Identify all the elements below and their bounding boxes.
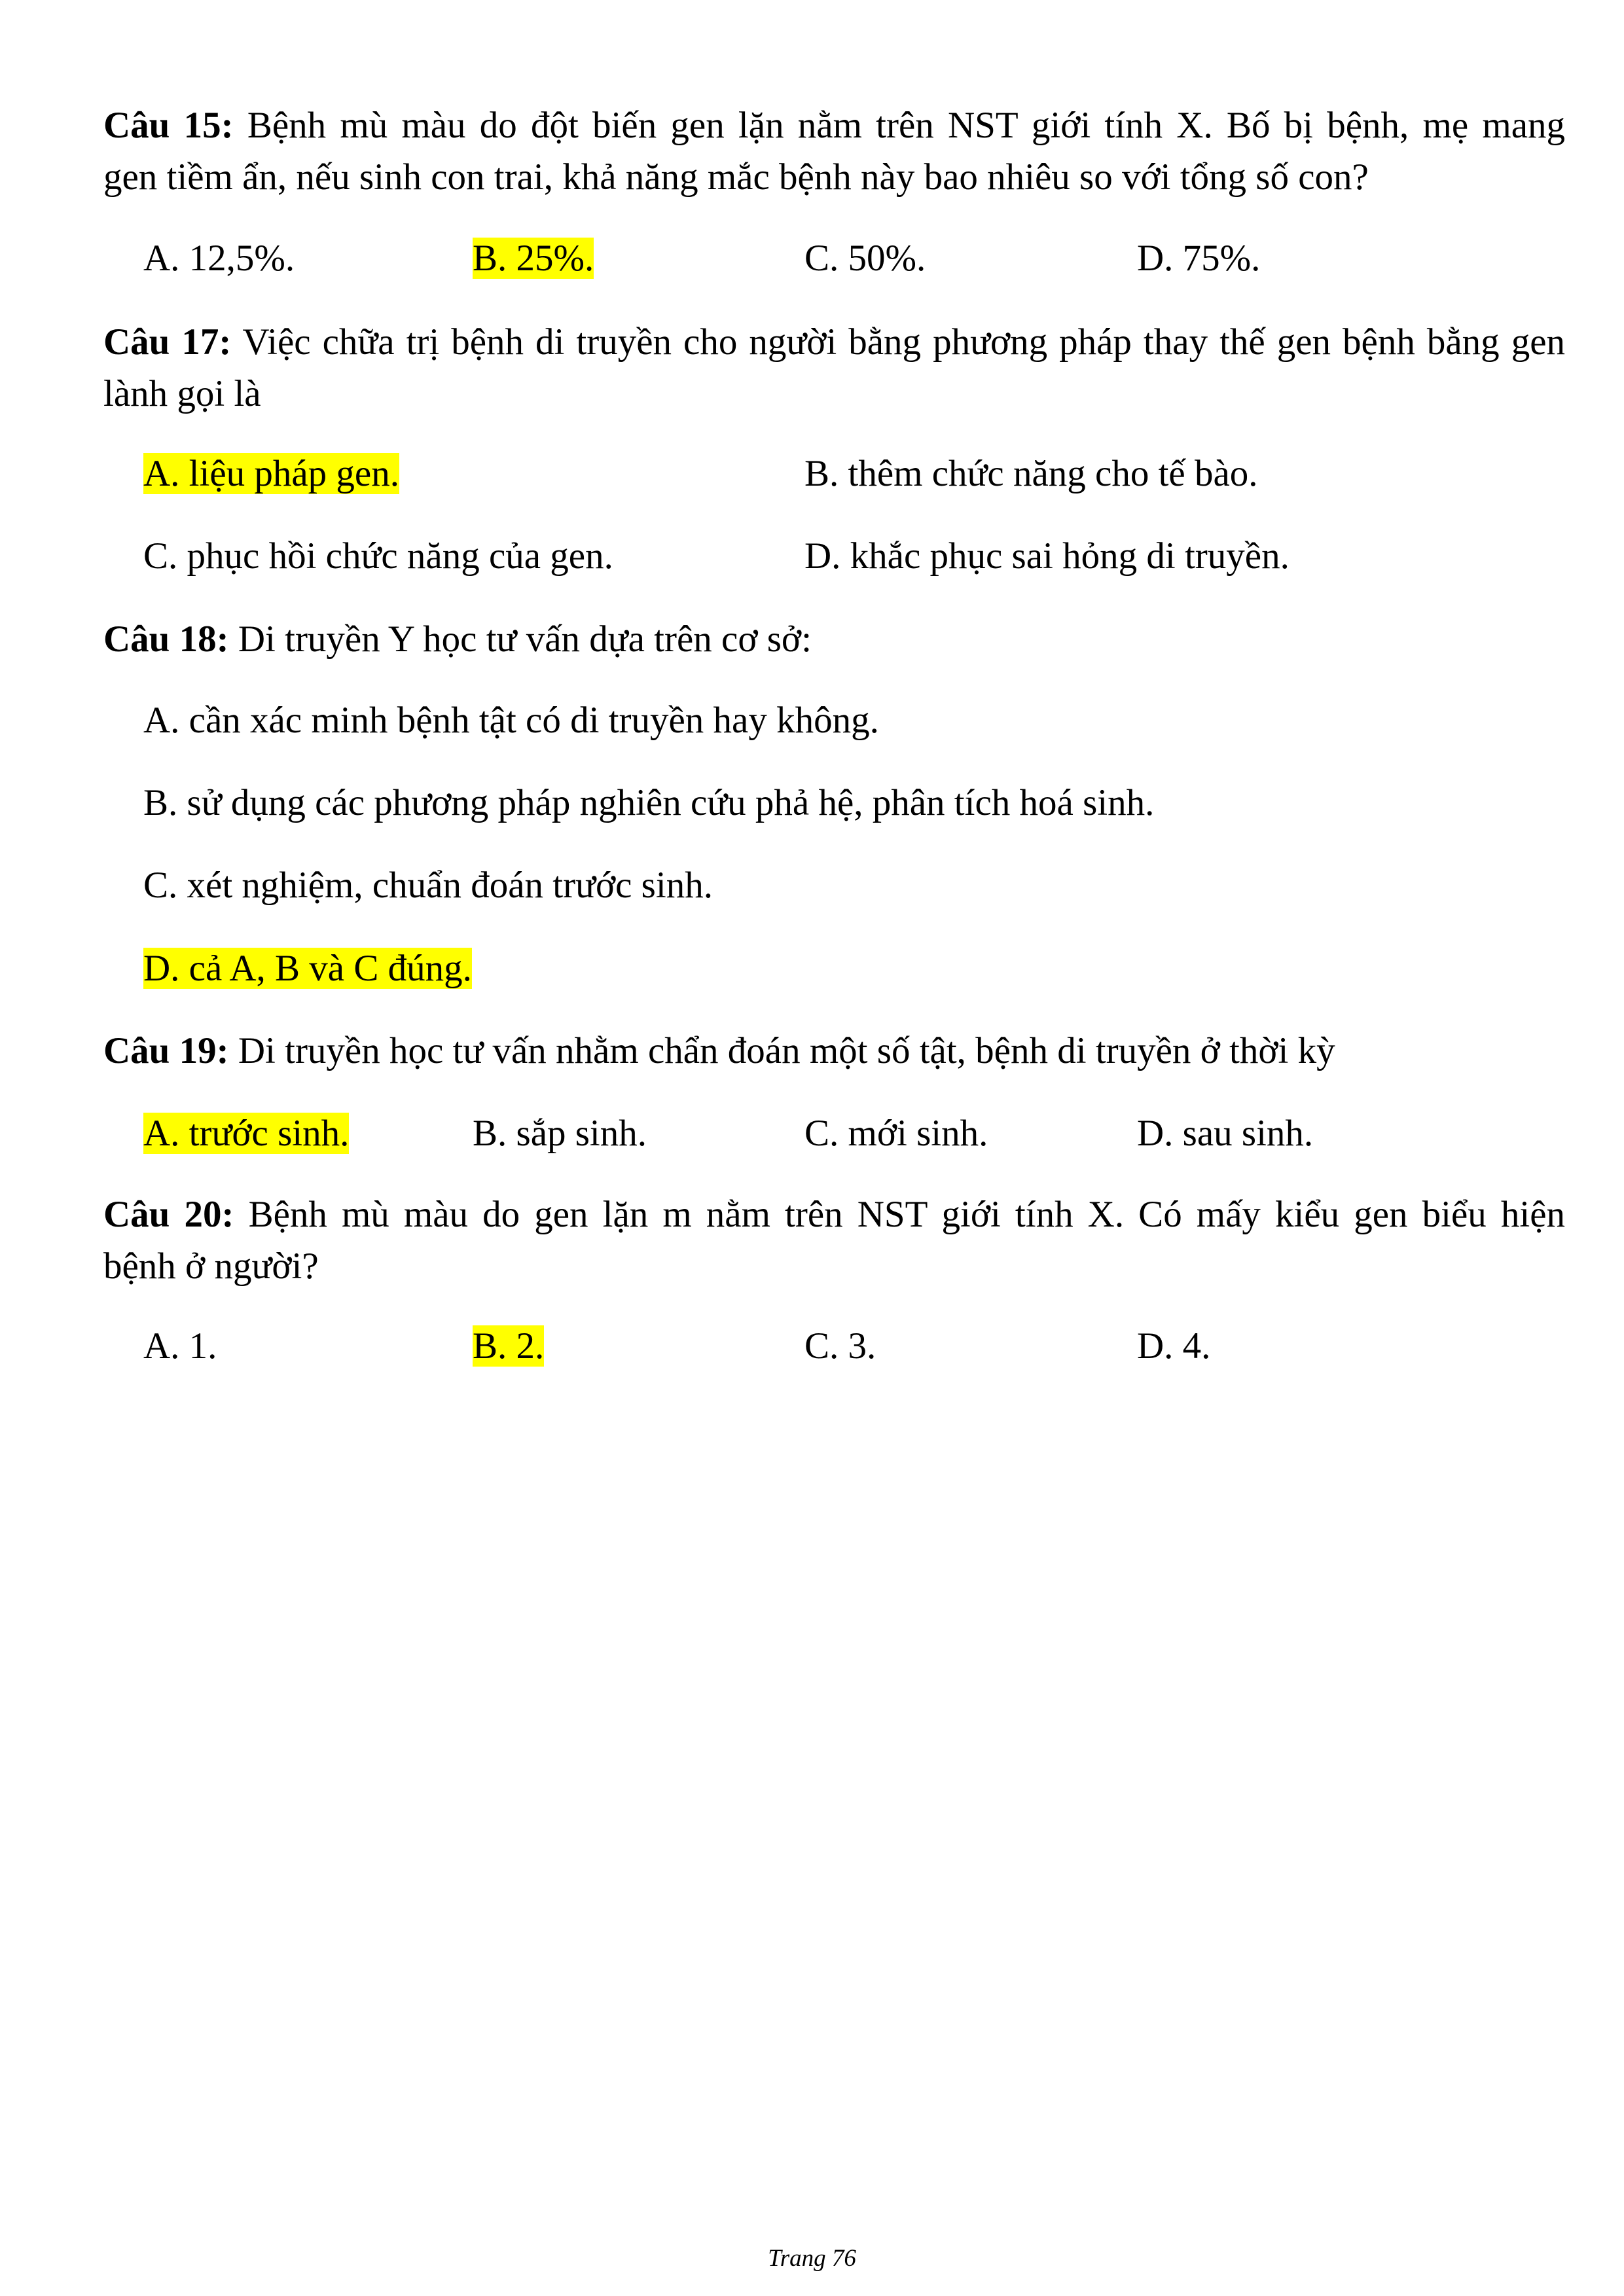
question-label: Câu 18: (103, 619, 229, 660)
question-stem (103, 1025, 1565, 1077)
answer-option-text: B. thêm chức năng cho tế bào. (804, 453, 1258, 494)
answer-options-row (0, 232, 1624, 284)
answer-option-a (143, 1320, 217, 1372)
answer-options-row (0, 1107, 1624, 1159)
answer-option-text: B. 25%. (473, 238, 594, 279)
answer-option-b (804, 448, 1258, 499)
answer-option-text: D. 75%. (1137, 238, 1261, 279)
answer-option-b (143, 777, 1154, 829)
answer-option-c (143, 859, 713, 911)
question-stem-line (103, 99, 1565, 151)
answer-option-text: A. 12,5%. (143, 238, 295, 279)
page-number-footer: Trang 76 (768, 2245, 856, 2272)
question-stem (103, 613, 1565, 665)
question-label: Câu 20: (103, 1194, 234, 1235)
answer-option-text: C. 50%. (804, 238, 926, 279)
question-stem (103, 99, 1565, 203)
answer-option-d (1137, 1320, 1210, 1372)
answer-option-text: C. mới sinh. (804, 1113, 988, 1154)
answer-option-b (473, 1320, 544, 1372)
answer-options-row (0, 694, 1624, 746)
answer-options-row (0, 1320, 1624, 1372)
answer-option-text: A. liệu pháp gen. (143, 453, 399, 494)
question-stem-line (103, 1189, 1565, 1240)
question-stem-line (103, 151, 1565, 203)
question-stem (103, 1189, 1565, 1292)
answer-options-row (0, 530, 1624, 582)
question-label: Câu 19: (103, 1030, 229, 1071)
question-stem-text: bệnh ở người? (103, 1246, 319, 1287)
question-stem-text: Bệnh mù màu do gen lặn m nằm trên NST giới tính X. Có mấy kiểu gen biểu hiện (248, 1194, 1566, 1235)
answer-option-text: B. 2. (473, 1325, 545, 1367)
question-label: Câu 15: (103, 105, 234, 146)
answer-option-b (473, 232, 594, 284)
answer-option-c (804, 1107, 988, 1159)
answer-option-text: A. 1. (143, 1325, 217, 1367)
question-stem-text: gen tiềm ẩn, nếu sinh con trai, khả năng mắc bệnh này bao nhiêu so với tổng số con? (103, 156, 1369, 198)
answer-option-text: B. sắp sinh. (473, 1113, 647, 1154)
answer-options-row (0, 448, 1624, 499)
question-label: Câu 17: (103, 321, 232, 363)
answer-option-text: D. khắc phục sai hỏng di truyền. (804, 535, 1290, 577)
answer-option-c (804, 232, 926, 284)
answer-option-d (804, 530, 1290, 582)
question-stem-line (103, 368, 1565, 420)
answer-option-text: D. cả A, B và C đúng. (143, 948, 472, 989)
answer-option-text: B. sử dụng các phương pháp nghiên cứu phả hệ, phân tích hoá sinh. (143, 782, 1155, 823)
question-stem-text: lành gọi là (103, 373, 261, 414)
question-stem-line (103, 316, 1565, 368)
answer-option-text: D. 4. (1137, 1325, 1211, 1367)
answer-option-a (143, 448, 399, 499)
question-stem (103, 316, 1565, 420)
answer-option-d (1137, 232, 1260, 284)
question-stem-text: Bệnh mù màu do đột biến gen lặn nằm trên NST giới tính X. Bố bị bệnh, mẹ mang (247, 105, 1565, 146)
answer-option-c (143, 530, 613, 582)
answer-option-a (143, 232, 295, 284)
answer-options-row (0, 777, 1624, 829)
answer-option-a (143, 694, 879, 746)
question-stem-text: Di truyền Y học tư vấn dựa trên cơ sở: (238, 619, 812, 660)
answer-option-text: C. 3. (804, 1325, 876, 1367)
answer-option-d (1137, 1107, 1313, 1159)
question-stem-text: Di truyền học tư vấn nhằm chẩn đoán một số tật, bệnh di truyền ở thời kỳ (238, 1030, 1335, 1071)
answer-options-row (0, 859, 1624, 911)
question-stem-line (103, 1240, 1565, 1292)
question-stem-text: Việc chữa trị bệnh di truyền cho người bằng phương pháp thay thế gen bệnh bằng gen (242, 321, 1565, 363)
answer-option-c (804, 1320, 876, 1372)
answer-option-d (143, 942, 472, 994)
answer-option-text: C. xét nghiệm, chuẩn đoán trước sinh. (143, 865, 713, 906)
answer-option-text: A. cần xác minh bệnh tật có di truyền hay không. (143, 700, 879, 741)
answer-option-a (143, 1107, 349, 1159)
answer-option-text: C. phục hồi chức năng của gen. (143, 535, 613, 577)
answer-option-text: A. trước sinh. (143, 1113, 350, 1154)
answer-options-row (0, 942, 1624, 994)
answer-option-b (473, 1107, 647, 1159)
question-stem-line (103, 613, 1565, 665)
question-stem-line (103, 1025, 1565, 1077)
answer-option-text: D. sau sinh. (1137, 1113, 1314, 1154)
